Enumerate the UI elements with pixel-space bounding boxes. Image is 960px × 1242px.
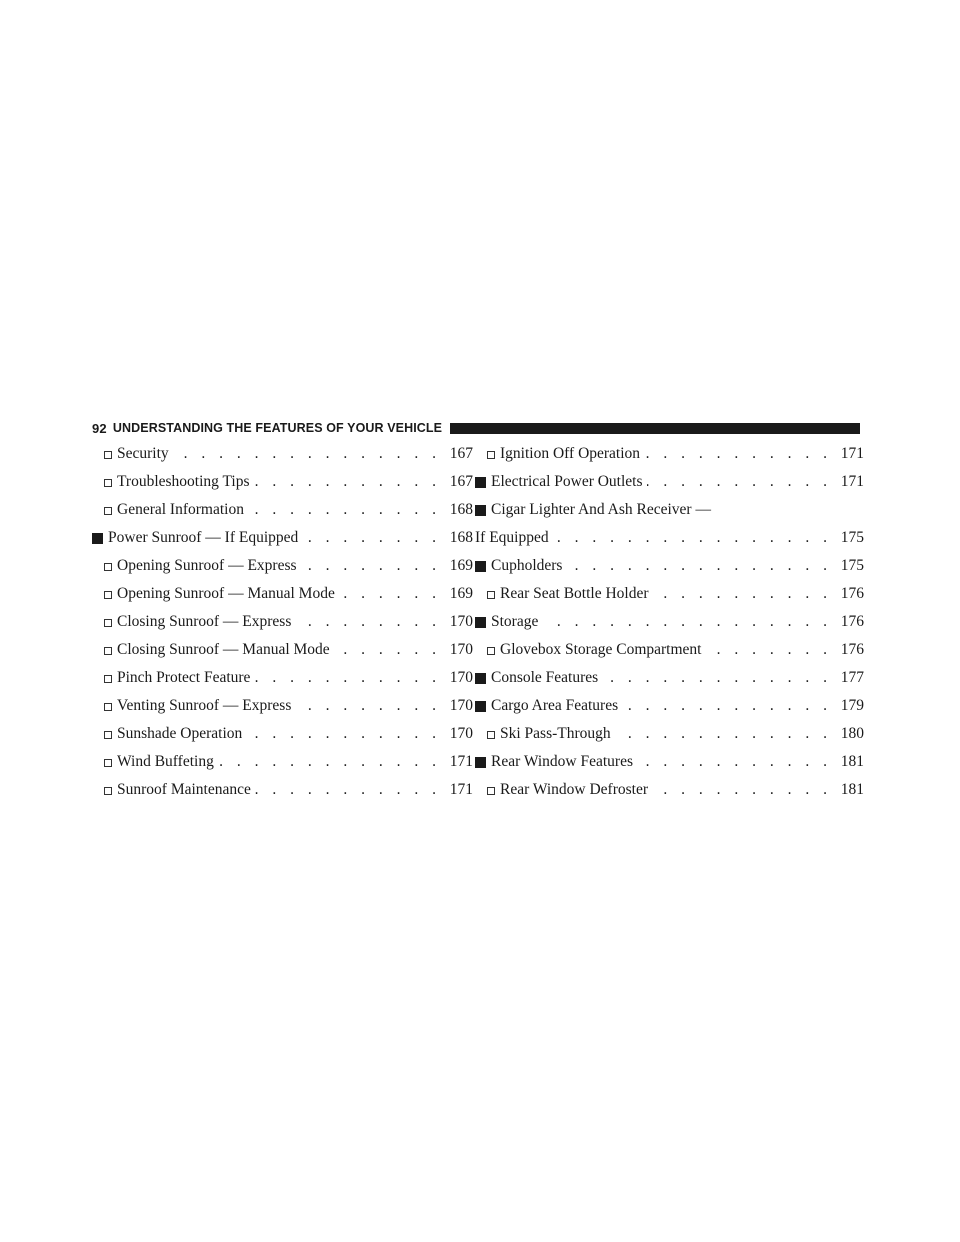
dot-leader bbox=[622, 697, 832, 715]
page-number: 92 bbox=[92, 420, 107, 436]
filled-square-bullet-icon bbox=[475, 617, 486, 628]
open-square-bullet-icon bbox=[104, 479, 112, 487]
toc-entry-label: Closing Sunroof — Manual Mode bbox=[117, 641, 330, 658]
dot-leader bbox=[295, 613, 441, 631]
toc-entry-label: Sunshade Operation bbox=[117, 725, 243, 742]
toc-entry-label: Cargo Area Features bbox=[491, 697, 619, 714]
toc-entry-label: Closing Sunroof — Express bbox=[117, 613, 292, 630]
toc-right-column bbox=[475, 440, 864, 804]
open-square-bullet-icon bbox=[104, 647, 112, 655]
toc-entry[interactable] bbox=[475, 776, 864, 804]
open-square-bullet-icon bbox=[487, 731, 495, 739]
toc-page-number: 170 bbox=[449, 613, 473, 630]
toc-page-number: 179 bbox=[840, 697, 864, 714]
toc-entry-label: Opening Sunroof — Express bbox=[117, 557, 297, 574]
toc-entry[interactable] bbox=[92, 608, 473, 636]
dot-leader bbox=[644, 445, 832, 463]
toc-entry-label: Ignition Off Operation bbox=[500, 445, 641, 462]
open-square-bullet-icon bbox=[487, 787, 495, 795]
toc-entry[interactable] bbox=[92, 468, 473, 496]
toc-entry-label: Glovebox Storage Compartment bbox=[500, 641, 702, 658]
dot-leader bbox=[301, 557, 441, 575]
dot-leader bbox=[218, 753, 441, 771]
toc-page-number: 170 bbox=[449, 725, 473, 742]
toc-entry-label: Pinch Protect Feature bbox=[117, 669, 251, 686]
toc-entry[interactable] bbox=[92, 720, 473, 748]
toc-entry-label: Storage bbox=[491, 613, 539, 630]
toc-entry-label: Cupholders bbox=[491, 557, 563, 574]
dot-leader bbox=[255, 781, 441, 799]
filled-square-bullet-icon bbox=[475, 673, 486, 684]
open-square-bullet-icon bbox=[104, 451, 112, 459]
toc-entry[interactable] bbox=[475, 748, 864, 776]
dot-leader bbox=[254, 473, 441, 491]
open-square-bullet-icon bbox=[104, 759, 112, 767]
toc-entry-label: Venting Sunroof — Express bbox=[117, 697, 292, 714]
toc-entry[interactable] bbox=[475, 692, 864, 720]
dot-leader bbox=[334, 641, 441, 659]
open-square-bullet-icon bbox=[487, 647, 495, 655]
open-square-bullet-icon bbox=[487, 451, 495, 459]
toc-entry-label: Rear Seat Bottle Holder bbox=[500, 585, 649, 602]
filled-square-bullet-icon bbox=[475, 757, 486, 768]
toc-page-number: 169 bbox=[449, 585, 473, 602]
dot-leader bbox=[246, 725, 441, 743]
toc-entry[interactable] bbox=[475, 664, 864, 692]
toc-page-number: 171 bbox=[449, 753, 473, 770]
toc-page-number: 170 bbox=[449, 669, 473, 686]
toc-page-number: 169 bbox=[449, 557, 473, 574]
filled-square-bullet-icon bbox=[475, 505, 486, 516]
toc-page-number: 168 bbox=[449, 529, 473, 546]
open-square-bullet-icon bbox=[104, 703, 112, 711]
dot-leader bbox=[295, 697, 441, 715]
toc-entry-label: Cigar Lighter And Ash Receiver — bbox=[491, 501, 711, 518]
toc-entry-label: General Information bbox=[117, 501, 244, 518]
open-square-bullet-icon bbox=[104, 591, 112, 599]
toc-page-number: 171 bbox=[840, 473, 864, 490]
dot-leader bbox=[647, 473, 832, 491]
toc-entry-label-continued: If Equipped bbox=[475, 529, 549, 546]
filled-square-bullet-icon bbox=[475, 561, 486, 572]
open-square-bullet-icon bbox=[104, 787, 112, 795]
toc-page-number: 167 bbox=[449, 445, 473, 462]
dot-leader bbox=[652, 781, 832, 799]
toc-entry-label: Sunroof Maintenance bbox=[117, 781, 251, 798]
toc-page-number: 170 bbox=[449, 641, 473, 658]
dot-leader bbox=[339, 585, 441, 603]
toc-entry[interactable] bbox=[475, 496, 864, 552]
toc-page-number: 176 bbox=[840, 585, 864, 602]
toc-entry[interactable] bbox=[92, 692, 473, 720]
open-square-bullet-icon bbox=[104, 563, 112, 571]
toc-entry[interactable] bbox=[92, 748, 473, 776]
toc-entry[interactable] bbox=[92, 636, 473, 664]
dot-leader bbox=[553, 529, 832, 547]
toc-entry[interactable] bbox=[92, 496, 473, 524]
toc-page-number: 171 bbox=[840, 445, 864, 462]
filled-square-bullet-icon bbox=[475, 477, 486, 488]
toc-page-number: 177 bbox=[840, 669, 864, 686]
toc-page-number: 180 bbox=[840, 725, 864, 742]
dot-leader bbox=[302, 529, 441, 547]
toc-entry-label: Power Sunroof — If Equipped bbox=[108, 529, 299, 546]
toc-entry-label: Rear Window Features bbox=[491, 753, 633, 770]
page-header bbox=[92, 420, 860, 436]
toc-entry-label: Troubleshooting Tips bbox=[117, 473, 250, 490]
filled-square-bullet-icon bbox=[475, 701, 486, 712]
toc-page-number: 170 bbox=[449, 697, 473, 714]
toc-entry-label: Wind Buffeting bbox=[117, 753, 214, 770]
toc-entry[interactable] bbox=[92, 776, 473, 804]
filled-square-bullet-icon bbox=[92, 533, 103, 544]
dot-leader bbox=[542, 613, 832, 631]
toc-entry[interactable] bbox=[475, 608, 864, 636]
toc-entry[interactable] bbox=[475, 636, 864, 664]
toc-page-number: 176 bbox=[840, 613, 864, 630]
toc-page-number: 168 bbox=[449, 501, 473, 518]
open-square-bullet-icon bbox=[487, 591, 495, 599]
toc-entry[interactable] bbox=[475, 720, 864, 748]
open-square-bullet-icon bbox=[104, 619, 112, 627]
toc-page-number: 175 bbox=[840, 557, 864, 574]
toc-entry[interactable] bbox=[475, 468, 864, 496]
toc-entry[interactable] bbox=[92, 552, 473, 580]
toc-entry-label: Rear Window Defroster bbox=[500, 781, 649, 798]
section-title: UNDERSTANDING THE FEATURES OF YOUR VEHICLE bbox=[112, 421, 443, 435]
dot-leader bbox=[602, 669, 832, 687]
open-square-bullet-icon bbox=[104, 507, 112, 515]
toc-left-column bbox=[92, 440, 473, 804]
toc-entry-label: Electrical Power Outlets bbox=[491, 473, 643, 490]
dot-leader bbox=[615, 725, 832, 743]
dot-leader bbox=[254, 669, 441, 687]
toc-entry[interactable] bbox=[475, 552, 864, 580]
toc-entry[interactable] bbox=[92, 524, 473, 552]
header-rule-bar bbox=[450, 423, 860, 434]
dot-leader bbox=[566, 557, 832, 575]
toc-entry-label: Console Features bbox=[491, 669, 599, 686]
toc-entry[interactable] bbox=[92, 440, 473, 468]
toc-page-number: 181 bbox=[840, 781, 864, 798]
toc-entry-label: Opening Sunroof — Manual Mode bbox=[117, 585, 335, 602]
toc-entry-label: Security bbox=[117, 445, 169, 462]
open-square-bullet-icon bbox=[104, 731, 112, 739]
dot-leader bbox=[173, 445, 441, 463]
dot-leader bbox=[705, 641, 832, 659]
toc-page-number: 176 bbox=[840, 641, 864, 658]
dot-leader bbox=[637, 753, 832, 771]
toc-page-number: 167 bbox=[449, 473, 473, 490]
open-square-bullet-icon bbox=[104, 675, 112, 683]
dot-leader bbox=[248, 501, 441, 519]
toc-entry[interactable] bbox=[92, 664, 473, 692]
toc-entry-label: Ski Pass-Through bbox=[500, 725, 611, 742]
toc-page-number: 171 bbox=[449, 781, 473, 798]
toc-entry[interactable] bbox=[475, 440, 864, 468]
toc-page-number: 181 bbox=[840, 753, 864, 770]
toc-page-number: 175 bbox=[840, 529, 864, 546]
toc-entry[interactable] bbox=[475, 580, 864, 608]
dot-leader bbox=[653, 585, 833, 603]
toc-entry[interactable] bbox=[92, 580, 473, 608]
